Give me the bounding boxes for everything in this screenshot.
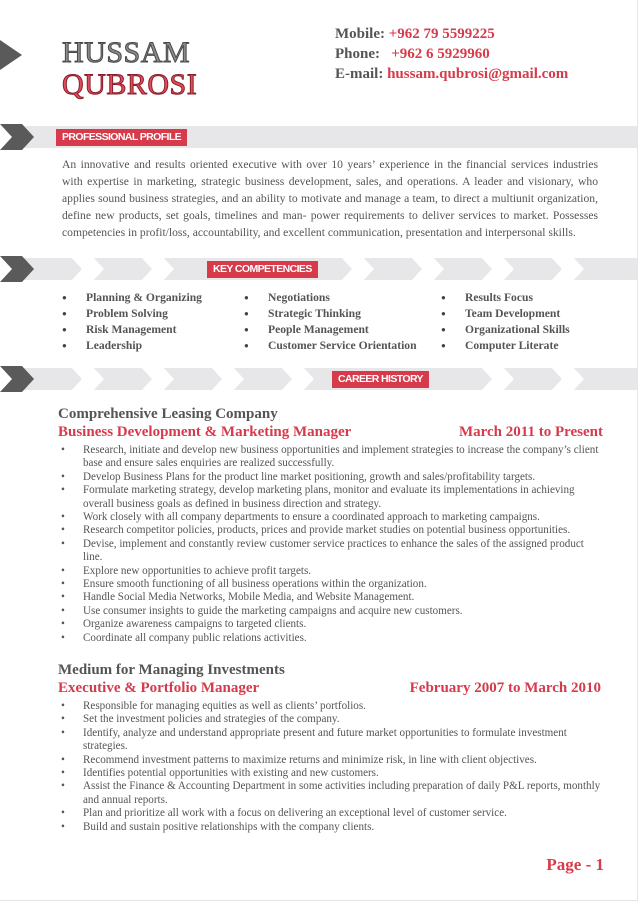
- duty-item: • Work closely with all company departments to ensure a coordinated approach to marketing campaigns.: [58, 511, 603, 524]
- page-number: Page - 1: [546, 855, 604, 874]
- duty-item: • Handle Social Media Networks, Mobile Media, and Website Management.: [58, 591, 603, 604]
- job-role: Executive & Portfolio Manager: [58, 680, 260, 696]
- profile-text: An innovative and results oriented executive with over 10 years’ experience in the financial services industries with expertise in marketing, strategic business development, sales, and operations. A leader and visionary, who applies sound business strategies, and an ability to motivate and manage a team, to direct a multiunit organization, define new products, set goals, timelines and man- power requirements to deliver services to market. Possesses competencies in profit/loss, accountability, and excellent communication, presentation and interpersonal skills.: [62, 158, 598, 239]
- mobile-row: [335, 24, 568, 44]
- duty-item: • Recommend investment patterns to maximize returns and minimize risk, in line with client objectives.: [58, 754, 603, 767]
- career-section-title: CAREER HISTORY: [332, 371, 429, 388]
- duty-item: • Assist the Finance & Accounting Department in some activities including preparation of daily P&L reports, monthly and annual reports.: [58, 780, 603, 807]
- competency-item: ● Computer Literate: [441, 338, 570, 354]
- profile-band: [0, 124, 638, 150]
- duty-item: • Ensure smooth functioning of all business operations within the organization.: [58, 578, 603, 591]
- duties-list: [58, 700, 603, 834]
- name-chevron-icon: [0, 40, 22, 70]
- email-label: E-mail:: [335, 66, 384, 82]
- duty-item: • Set the investment policies and strategies of the company.: [58, 713, 603, 726]
- mobile-value: +962 79 5599225: [388, 26, 495, 42]
- duty-item: • Build and sustain positive relationships with the company clients.: [58, 821, 603, 834]
- phone-value: +962 6 5929960: [391, 46, 490, 62]
- role-row: [58, 679, 603, 697]
- competency-item: ● People Management: [244, 322, 417, 338]
- duty-item: • Develop Business Plans for the product line market positioning, growth and sales/profitability targets.: [58, 471, 603, 484]
- duty-item: • Devise, implement and constantly review customer service practices to enhance the sales of the assigned product line.: [58, 538, 603, 565]
- competency-item: ● Team Development: [441, 306, 570, 322]
- competencies-section-title: KEY COMPETENCIES: [207, 261, 318, 278]
- first-name: HUSSAM: [62, 36, 191, 69]
- competency-item: ● Negotiations: [244, 290, 417, 306]
- duty-item: • Research, initiate and develop new business opportunities and implement strategies to increase the company’s client base and ensure sales enquiries are realized successfully.: [58, 444, 603, 471]
- competencies-column-3: [441, 290, 570, 354]
- duty-item: • Plan and prioritize all work with a focus on delivering an exceptional level of customer service.: [58, 807, 603, 820]
- profile-section-title: PROFESSIONAL PROFILE: [56, 129, 187, 146]
- duty-item: • Use consumer insights to guide the marketing campaigns and acquire new customers.: [58, 605, 603, 618]
- competencies-band: [0, 256, 638, 282]
- competency-item: ● Results Focus: [441, 290, 570, 306]
- competency-item: ● Customer Service Orientation: [244, 338, 417, 354]
- competency-item: ● Problem Solving: [62, 306, 202, 322]
- phone-row: [335, 44, 568, 64]
- job-role: Business Development & Marketing Manager: [58, 424, 352, 440]
- phone-label: Phone:: [335, 46, 380, 62]
- competencies-column-2: [244, 290, 417, 354]
- duty-item: • Explore new opportunities to achieve profit targets.: [58, 565, 603, 578]
- duty-item: • Organize awareness campaigns to targeted clients.: [58, 618, 603, 631]
- duty-item: • Formulate marketing strategy, develop marketing plans, monitor and evaluate its implementations in achieving overall business goals as defined in business direction and strategy.: [58, 484, 603, 511]
- duties-list: [58, 444, 603, 645]
- company-name: Medium for Managing Investments: [58, 662, 285, 678]
- competency-item: ● Leadership: [62, 338, 202, 354]
- competency-item: ● Strategic Thinking: [244, 306, 417, 322]
- mobile-label: Mobile:: [335, 26, 385, 42]
- career-band: [0, 366, 638, 392]
- job-dates: March 2011 to Present: [458, 424, 603, 440]
- contact-block: [335, 24, 568, 84]
- competencies-band-shape: [0, 256, 638, 282]
- duty-item: • Identifies potential opportunities with existing and new customers.: [58, 767, 603, 780]
- competency-item: ● Planning & Organizing: [62, 290, 202, 306]
- competencies-column-1: [62, 290, 202, 354]
- email-row: [335, 64, 568, 84]
- competency-item: ● Risk Management: [62, 322, 202, 338]
- career-band-shape: [0, 366, 638, 392]
- duty-item: • Coordinate all company public relations activities.: [58, 632, 603, 645]
- last-name: QUBROSI: [62, 68, 198, 101]
- job-entry-2: [58, 661, 603, 834]
- email-value[interactable]: hussam.qubrosi@gmail.com: [387, 66, 569, 82]
- role-row: [58, 423, 603, 441]
- company-name: Comprehensive Leasing Company: [58, 406, 278, 422]
- job-dates: February 2007 to March 2010: [409, 680, 601, 696]
- duty-item: • Identify, analyze and understand appropriate present and future market opportunities to formulate investment strategies.: [58, 727, 603, 754]
- duty-item: • Responsible for managing equities as well as clients’ portfolios.: [58, 700, 603, 713]
- job-entry-1: [58, 405, 603, 645]
- competency-item: ● Organizational Skills: [441, 322, 570, 338]
- duty-item: • Research competitor policies, products, prices and provide market studies on potential business opportunities.: [58, 524, 603, 537]
